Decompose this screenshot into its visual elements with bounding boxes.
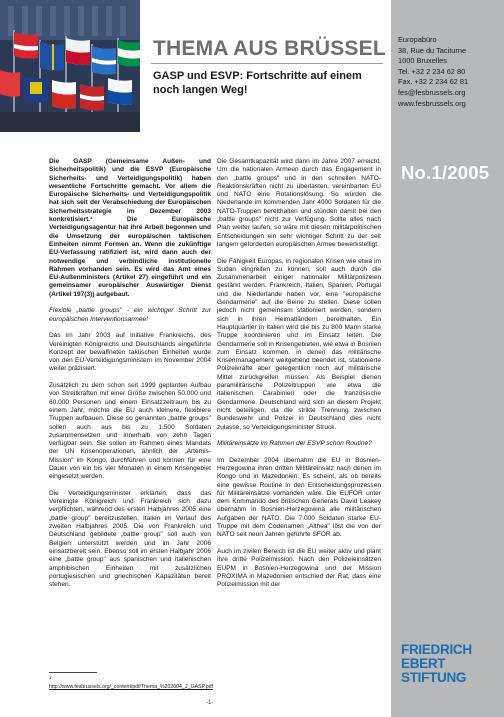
fax-line: Fax. +32 2 234 62 81 — [398, 77, 469, 87]
address-block — [398, 35, 468, 109]
left-column — [49, 158, 211, 598]
page-title: THEMA AUS BRÜSSEL — [153, 37, 386, 60]
address-line: 38, Rue du Taciturne — [398, 45, 467, 55]
issue-number: No.1/2005 — [401, 162, 490, 183]
footnote-divider — [49, 672, 97, 673]
sidebar — [391, 0, 504, 717]
body-paragraph: Auch im zivilen Bereich ist die EU weiter aktiv und plant ihre dritte Polizeimission. Nach den Polizeieinsätzen EUPM in Bosnien-Herzegowina und der Mission PROXIMA in Mazedonien entschied der Rat, dass eine Polizeimission mit der — [217, 547, 381, 589]
section-heading: Militäreinsätze im Rahmen der ESVP schon Routine? — [217, 440, 372, 448]
address-line: Europabüro — [398, 35, 437, 44]
title-divider — [151, 63, 383, 64]
body-paragraph: Zusätzlich zu dem schon seit 1999 geplanten Aufbau von Streitkräften mit einer Größe zwischen 50.000 und 60.000 Personen und einem Einsatzzeitraum bis zu einem Jahr, möchte die EU auch kleinere, flexiblere Truppen aufbauen. Diese so genannten „battle groups" sollen auch aus bis zu 1.500 Soldaten zusammensetzen und innerhalb von zehn Tagen verfügbar sein. Sie sollen im Rahmen eines Mandats der UN Krisenoperationen, ähnlich der „Artemis-Mission" im Kongo, durchführen und können für eine Dauer von ein bis vier Monaten in einem Krisengebiet eingesetzt werden. — [49, 382, 211, 481]
footnote-link[interactable]: http://www.fesbrussels.org/_content/pdf/Thema_%202004_2_GASP.pdf — [49, 684, 213, 691]
logo-line: FRIEDRICH — [401, 642, 472, 657]
body-paragraph: Die Verteidigungsminister erklärten, dass das Vereinigte Königreich und Frankreich sich dazu verpflichten, während des ersten Halbjahres 2005 eine „battle group" bereitzustellen, Italien im Verlauf des zweiten Halbjahres 2005. Die von Frankreich und Deutschland gebildete „battle group" soll auch von Belgien unterstützt werden und im Jahr 2006 einsatzbereit sein. Ebenso soll im ersten Halbjahr 2006 eine „battle group" aus spanischen und italienischen amphibischen Einheiten mit zusätzlichen portugiesischen und griechischen Kapazitäten bereit stehen. — [49, 489, 211, 589]
logo-line: STIFTUNG — [401, 670, 467, 685]
email-link[interactable]: fes@fesbrussels.org — [398, 87, 466, 97]
flags-photo-illustration — [0, 0, 140, 132]
body-paragraph: Die Gesamtkapazität wird dann im Jahre 2007 erreicht. Um die nationalen Armeen durch das Engagement in den „battle groups" und in den schnellen NATO-Reaktionskräften nicht zu überlasten, vereinbarten EU und NATO eine Rotationslösung. So würden die Niederlande im kommenden Jahr 4000 Soldaten für die NATO-Truppen bereithalten und stünden damit bei den „battle groups" nicht zur Verfügung. Sollte alles nach Plan weiter laufen, so wäre mit diesen militärpolitischen Entscheidungen ein sehr wichtiger Schritt zu der seit langem geforderten europäischen Armee bewerkstelligt. — [217, 158, 381, 248]
right-column — [217, 158, 381, 598]
page-number: -1- — [206, 700, 214, 706]
body-paragraph: Im Dezember 2004 übernahm die EU in Bosnien-Herzegowina ihren dritten Militäreinsatz nach denen im Kongo und in Mazedonien. Es scheint, als ob bereits eine gewisse Routine in den Entscheidungsprozessen für Militäreinsätze vorhanden wäre. Die EUFOR unter dem Kommando des britischen Generals David Leakey übernahm in Bosnien-Herzegowina alle militärischen Aufgaben der NATO. Die 7.000 Soldaten starke EU-Truppe mit dem Codenamen „Althea" löst die von der NATO seit neun Jahren geführte SFOR ab. — [217, 456, 381, 539]
body-paragraph: Das im Jahr 2003 auf Initiative Frankreichs, des Vereinigten Königreichs und Deutschlands eingeführte Konzept der bewaffneten taktischen Einheiten wurde von den EU-Verteidigungsministern im November 2004 weiter präzisiert. — [49, 332, 211, 373]
website-link[interactable]: www.fesbrussels.org — [398, 98, 466, 108]
address-line: 1000 Bruxelles — [398, 56, 447, 66]
page-subtitle: GASP und ESVP: Fortschritte auf einem noch langen Weg! — [153, 70, 362, 96]
footnote — [49, 675, 211, 691]
header-photo — [0, 0, 140, 132]
footnote-marker: 1 — [49, 675, 52, 680]
logo-line: EBERT — [401, 656, 446, 671]
lead-paragraph: Die GASP (Gemeinsame Außen- und Sicherheitspolitik) und die ESVP (Europäische Sicherheits- und Verteidigungspolitik) haben wesentliche Fortschritte gemacht. Vor allem die Europäische Sicherheits- und Verteidigungspolitik hat sich seit der Verabschiedung der Europäischen Sicherheitsstrategie im Dezember 2003 konkretisiert.¹ Die Europäische Verteidigungsagentur hat ihre Arbeit begonnen und die Umsetzung der europäischen taktischen Einheiten nimmt Formen an. Wenn die zukünftige EU-Verfassung ratifiziert ist, wird dann auch der notwendige und verbindliche institutionelle Rahmen vorhanden sein. Es wird das Amt eines EU-Außenministers (Artikel 27) eingeführt und ein gemeinsamer europäischer Auswärtiger Dienst (Artikel 197(3)) aufgebaut. — [49, 158, 211, 298]
section-heading: Flexible „battle groups" - ein wichtiger Schritt zur europäischen Interventionsarmee! — [49, 307, 211, 323]
phone-line: Tel. +32 2 234 62 80 — [398, 66, 466, 76]
body-paragraph: Die Fähigkeit Europas, in regionalen Krisen wie etwa im Sudan eingreifen zu können, soll auch durch die Zusammenarbeit einiger nationaler Militärpolizeien gestärkt werden. Frankreich, Italien, Spanien, Portugal und die Niederlande haben vor, eine "europäische Gendarmerie" auf die Beine zu stellen. Diese sollen jedoch nicht gemeinsam stationiert werden, sondern sich in ihren Heimatländern bereithalten. Ein Hauptquartier in Italien wird die bis zu 800 Mann starke Truppe koordinieren und im Einsatz leiten. Die Gendarmerie soll in Krisengebieten, wie etwa in Bosnien zum Einsatz kommen, in denen das militärische Krisenmanagement weitgehend beendet ist, stationierte Polizeikräfte aber gelegentlich noch auf militärische Mittel zurückgreifen müssen. Als Beispiel dienen paramilitärische Polizeitruppen wie etwa die italienischen Carabinieri oder die französische Gendarmerie. Deutschland wird sich an diesem Projekt nicht beteiligen, da die strikte Trennung zwischen Bundeswehr und Polizei in Deutschland dies nicht zulasse, so Verteidigungsminister Struck. — [217, 257, 381, 431]
